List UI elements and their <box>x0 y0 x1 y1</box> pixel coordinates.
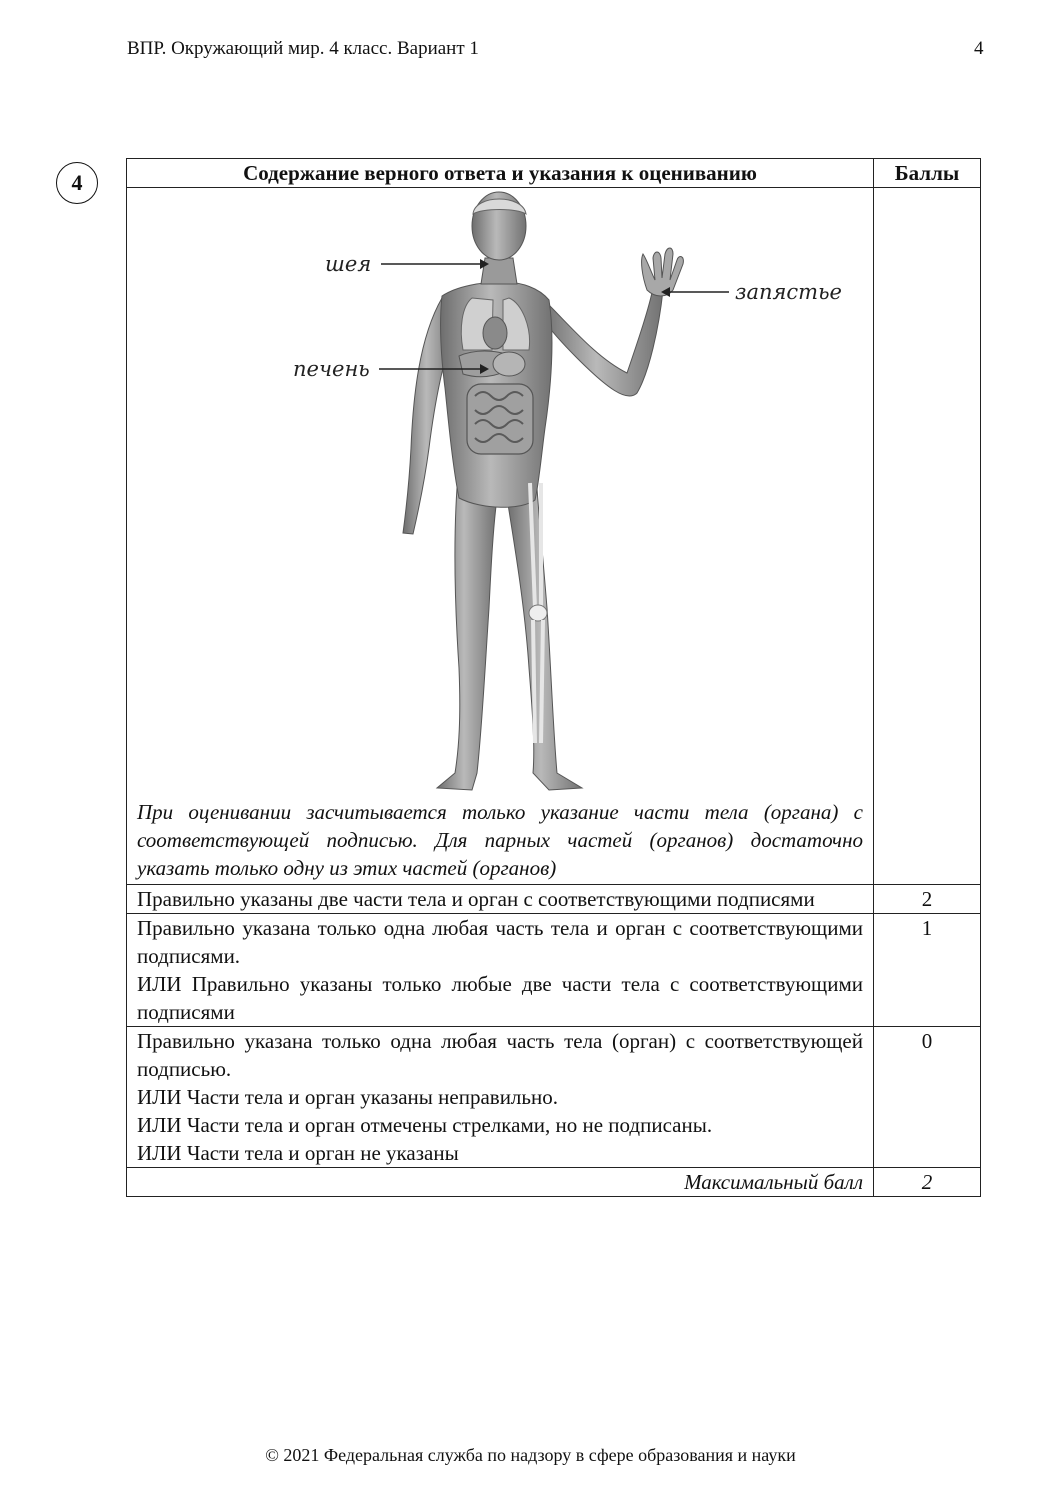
table-header-row <box>127 159 981 188</box>
column-header-content: Содержание верного ответа и указания к оцениванию <box>127 159 874 188</box>
figure-cell <box>127 188 874 885</box>
figure-labels-layer <box>137 188 864 798</box>
header-title: ВПР. Окружающий мир. 4 класс. Вариант 1 <box>127 38 479 59</box>
criterion-line: ИЛИ Части тела и орган указаны неправильно. <box>137 1085 558 1109</box>
criterion-line: ИЛИ Части тела и орган отмечены стрелками, но не подписаны. <box>137 1113 713 1137</box>
answer-table <box>126 158 981 1197</box>
label-neck: шея <box>325 252 372 276</box>
criterion-text <box>127 885 874 914</box>
criterion-line: Правильно указана только одна любая часть тела и орган с соответствующими подписями. <box>137 916 863 968</box>
label-wrist: запястье <box>735 280 842 304</box>
criterion-line: Правильно указаны две части тела и орган с соответствующими подписями <box>137 887 815 911</box>
max-score-value: 2 <box>874 1168 981 1197</box>
footer-copyright: © 2021 Федеральная служба по надзору в сфере образования и науки <box>265 1445 796 1465</box>
figure-row <box>127 188 981 885</box>
figure-points-cell <box>874 188 981 885</box>
criterion-line: ИЛИ Правильно указаны только любые две части тела с соответствующими подписями <box>137 972 863 1024</box>
task-number-badge: 4 <box>56 162 98 204</box>
criterion-points: 2 <box>874 885 981 914</box>
column-header-points: Баллы <box>874 159 981 188</box>
criterion-line: ИЛИ Части тела и орган не указаны <box>137 1141 459 1165</box>
criterion-text <box>127 1027 874 1168</box>
page-number: 4 <box>974 38 984 59</box>
label-liver: печень <box>293 357 370 381</box>
criterion-row <box>127 914 981 1027</box>
criterion-text <box>127 914 874 1027</box>
human-body-figure <box>137 188 864 798</box>
criterion-line: Правильно указана только одна любая часть тела (орган) с соответствующей подписью. <box>137 1029 863 1081</box>
criterion-row <box>127 1027 981 1168</box>
criterion-points: 0 <box>874 1027 981 1168</box>
max-score-row <box>127 1168 981 1197</box>
max-score-label: Максимальный балл <box>127 1168 874 1197</box>
criterion-points: 1 <box>874 914 981 1027</box>
grading-note: При оценивании засчитывается только указание части тела (органа) с соответствующей подписью. Для парных частей (органов) достаточно указать только одну из этих частей (органов) <box>137 800 863 880</box>
criterion-row <box>127 885 981 914</box>
